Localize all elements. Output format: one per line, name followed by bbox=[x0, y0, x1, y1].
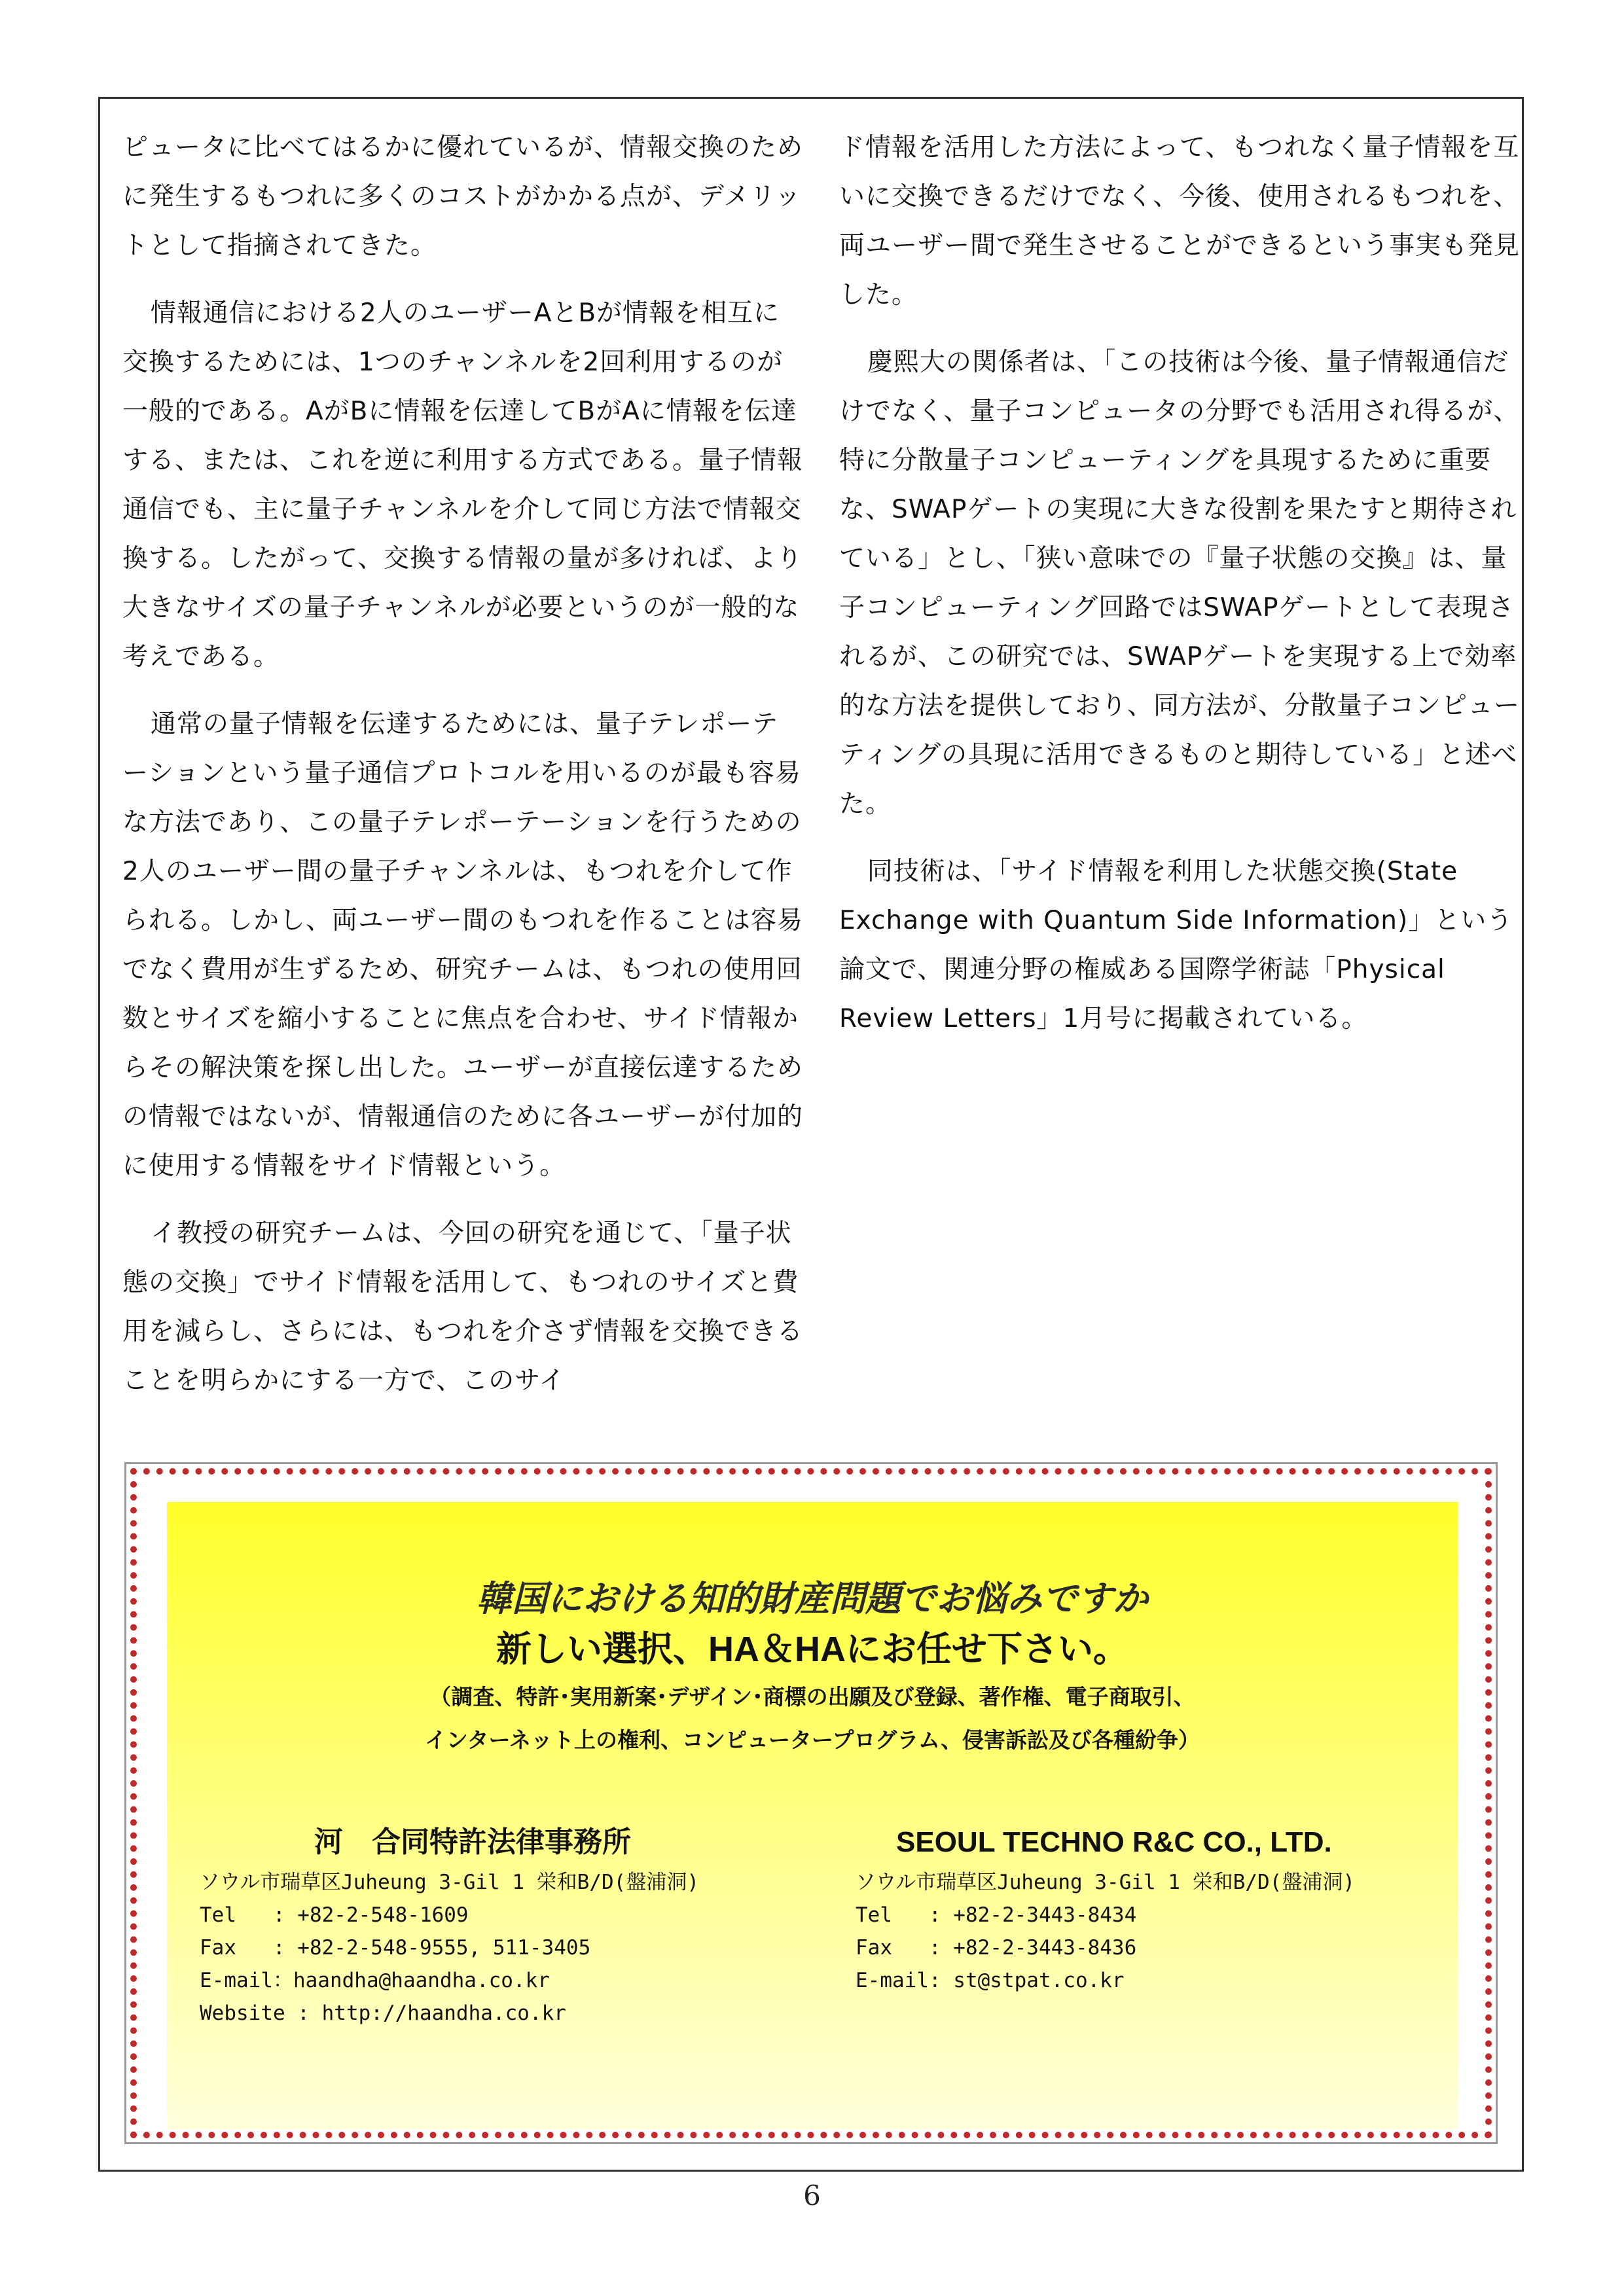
firm-tel: Tel : +82-2-548-1609 bbox=[200, 1903, 469, 1927]
firm-email: E-mail: st@stpat.co.kr bbox=[856, 1969, 1125, 1992]
firm-name: SEOUL TECHNO R&C CO., LTD. bbox=[896, 1826, 1332, 1858]
firm-tel: Tel : +82-2-3443-8434 bbox=[856, 1903, 1137, 1927]
ad-headline: 韓国における知的財産問題でお悩みですか bbox=[477, 1579, 1148, 1619]
ad-subheadline: 新しい選択、HA＆HAにお任せ下さい。 bbox=[496, 1630, 1128, 1669]
firm-haandha bbox=[200, 1823, 789, 2030]
paragraph: ド情報を活用した方法によって、もつれなく量子情報を互いに交換できるだけでなく、今後、使用されるもつれを、両ユーザー間で発生させることができるという事実も発見した。 bbox=[839, 133, 1521, 310]
right-column bbox=[839, 123, 1520, 1062]
left-column bbox=[122, 123, 803, 1424]
page-number: 6 bbox=[803, 2179, 821, 2212]
firm-seoul-techno bbox=[856, 1823, 1445, 1997]
advertisement-box bbox=[167, 1502, 1458, 2129]
paragraph: ピュータに比べてはるかに優れているが、情報交換のために発生するもつれに多くのコストがかかる点が、デメリットとして指摘されてきた。 bbox=[122, 133, 804, 260]
firm-fax: Fax : +82-2-548-9555, 511-3405 bbox=[200, 1936, 591, 1960]
ad-services-line-2: インターネット上の権利、コンピュータープログラム、侵害訴訟及び各種紛争） bbox=[424, 1728, 1200, 1752]
firm-address: ソウル市瑞草区Juheung 3-Gil 1 栄和B/D(盤浦洞) bbox=[856, 1871, 1356, 1894]
paragraph: 情報通信における2人のユーザーAとBが情報を相互に交換するためには、1つのチャンネルを2回利用するのが一般的である。AがBに情報を伝達してBがAに情報を伝達する、または、これを逆に利用する方式である。量子情報通信でも、主に量子チャンネルを介して同じ方法で情報交換する。したがって、交換する情報の量が多ければ、より大きなサイズの量子チャンネルが必要というのが一般的な考えである。 bbox=[122, 298, 804, 672]
firm-website: Website : http://haandha.co.kr bbox=[200, 2001, 566, 2025]
paragraph: 通常の量子情報を伝達するためには、量子テレポーテーションという量子通信プロトコルを用いるのが最も容易な方法であり、この量子テレポーテーションを行うための2人のユーザー間の量子チャンネルは、もつれを介して作られる。しかし、両ユーザー間のもつれを作ることは容易でなく費用が生ずるため、研究チームは、もつれの使用回数とサイズを縮小することに焦点を合わせ、サイド情報からその解決策を探し出した。ユーザーが直接伝達するための情報ではないが、情報通信のために各ユーザーが付加的に使用する情報をサイド情報という。 bbox=[122, 709, 804, 1181]
ad-services-line-1: （調査、特許･実用新案･デザイン･商標の出願及び登録、著作権、電子商取引、 bbox=[429, 1685, 1195, 1709]
firm-email: E-mail：haandha@haandha.co.kr bbox=[200, 1969, 550, 1992]
firm-address: ソウル市瑞草区Juheung 3-Gil 1 栄和B/D(盤浦洞) bbox=[200, 1871, 700, 1894]
paragraph: 慶熙大の関係者は、「この技術は今後、量子情報通信だけでなく、量子コンピュータの分野でも活用され得るが、特に分散量子コンピューティングを具現するために重要な、SWAPゲートの実現に大きな役割を果たすと期待されている」とし、「狭い意味での『量子状態の交換』は、量子コンピューティング回路ではSWAPゲートとして表現されるが、この研究では、SWAPゲートを実現する上で効率的な方法を提供しており、同方法が、分散量子コンピューティングの具現に活用できるものと期待している」と述べた。 bbox=[839, 348, 1521, 819]
firm-fax: Fax : +82-2-3443-8436 bbox=[856, 1936, 1137, 1960]
firm-name: 河 合同特許法律事務所 bbox=[314, 1826, 631, 1858]
paragraph: 同技術は、「サイド情報を利用した状態交換(State Exchange with Quantum Side Information)」という論文で、関連分野の権威ある国際学術誌「Physical Review Letters」1月号に掲載されている。 bbox=[839, 857, 1513, 1033]
paragraph: イ教授の研究チームは、今回の研究を通じて、「量子状態の交換」でサイド情報を活用して、もつれのサイズと費用を減らし、さらには、もつれを介さず情報を交換できることを明らかにする一方で、このサイ bbox=[122, 1219, 804, 1395]
